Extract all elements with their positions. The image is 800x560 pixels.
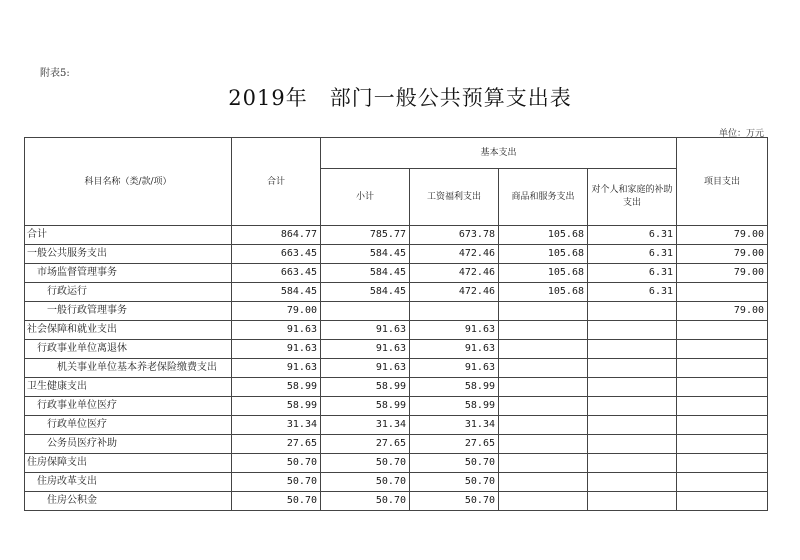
cell-subtotal: 31.34: [321, 416, 410, 435]
cell-goods: [499, 359, 588, 378]
cell-subsidy: [588, 378, 677, 397]
cell-wages: 91.63: [410, 359, 499, 378]
cell-wages: 50.70: [410, 492, 499, 511]
row-subject-name: 机关事业单位基本养老保险缴费支出: [25, 359, 232, 378]
cell-subtotal: 91.63: [321, 321, 410, 340]
cell-project: 79.00: [677, 264, 768, 283]
table-row: [25, 435, 768, 454]
cell-wages: 472.46: [410, 245, 499, 264]
row-subject-name: 住房保障支出: [25, 454, 232, 473]
cell-goods: [499, 302, 588, 321]
cell-subsidy: [588, 416, 677, 435]
table-row: [25, 416, 768, 435]
cell-subsidy: [588, 473, 677, 492]
row-subject-name: 住房改革支出: [25, 473, 232, 492]
cell-wages: 50.70: [410, 473, 499, 492]
header-goods: 商品和服务支出: [499, 169, 588, 226]
cell-subsidy: [588, 492, 677, 511]
cell-goods: [499, 473, 588, 492]
table-row: [25, 359, 768, 378]
table-row: [25, 340, 768, 359]
cell-subtotal: 27.65: [321, 435, 410, 454]
cell-subsidy: [588, 359, 677, 378]
header-total: 合计: [232, 138, 321, 226]
row-subject-name: 一般公共服务支出: [25, 245, 232, 264]
cell-subsidy: [588, 321, 677, 340]
row-subject-name: 社会保障和就业支出: [25, 321, 232, 340]
cell-subsidy: 6.31: [588, 245, 677, 264]
cell-subtotal: 50.70: [321, 492, 410, 511]
cell-subsidy: [588, 340, 677, 359]
cell-wages: 472.46: [410, 283, 499, 302]
header-subtotal: 小计: [321, 169, 410, 226]
table-row: [25, 378, 768, 397]
cell-goods: 105.68: [499, 283, 588, 302]
cell-subtotal: 58.99: [321, 378, 410, 397]
cell-total: 663.45: [232, 245, 321, 264]
cell-goods: [499, 397, 588, 416]
cell-subsidy: 6.31: [588, 264, 677, 283]
cell-subtotal: 584.45: [321, 264, 410, 283]
row-subject-name: 行政事业单位医疗: [25, 397, 232, 416]
cell-subtotal: 584.45: [321, 245, 410, 264]
header-subject: 科目名称（类/款/项）: [25, 138, 232, 226]
table-row: [25, 397, 768, 416]
cell-goods: [499, 378, 588, 397]
cell-goods: 105.68: [499, 245, 588, 264]
title-main: 部门一般公共预算支出表: [329, 86, 572, 110]
title-year: 2019年: [228, 86, 308, 110]
cell-wages: 31.34: [410, 416, 499, 435]
cell-wages: 27.65: [410, 435, 499, 454]
cell-total: 50.70: [232, 454, 321, 473]
cell-wages: 58.99: [410, 378, 499, 397]
cell-project: 79.00: [677, 245, 768, 264]
header-row-1: [25, 138, 768, 169]
cell-project: [677, 283, 768, 302]
cell-wages: 673.78: [410, 226, 499, 245]
table-row: [25, 454, 768, 473]
row-subject-name: 卫生健康支出: [25, 378, 232, 397]
row-subject-name: 公务员医疗补助: [25, 435, 232, 454]
cell-wages: 50.70: [410, 454, 499, 473]
cell-project: [677, 321, 768, 340]
cell-project: [677, 492, 768, 511]
row-subject-name: 住房公积金: [25, 492, 232, 511]
table-row: [25, 226, 768, 245]
cell-project: [677, 454, 768, 473]
cell-wages: 91.63: [410, 321, 499, 340]
row-subject-name: 行政事业单位离退休: [25, 340, 232, 359]
cell-subtotal: 50.70: [321, 454, 410, 473]
row-subject-name: 合计: [25, 226, 232, 245]
cell-total: 91.63: [232, 359, 321, 378]
row-subject-name: 行政单位医疗: [25, 416, 232, 435]
cell-goods: [499, 435, 588, 454]
cell-subsidy: [588, 397, 677, 416]
cell-subtotal: 785.77: [321, 226, 410, 245]
cell-subtotal: 58.99: [321, 397, 410, 416]
cell-total: 864.77: [232, 226, 321, 245]
attachment-label: 附表5:: [40, 68, 70, 79]
row-subject-name: 行政运行: [25, 283, 232, 302]
cell-goods: [499, 492, 588, 511]
unit-label: 单位：万元: [718, 129, 764, 139]
cell-goods: 105.68: [499, 264, 588, 283]
cell-total: 27.65: [232, 435, 321, 454]
cell-goods: [499, 340, 588, 359]
header-subsidy: 对个人和家庭的补助支出: [588, 169, 677, 226]
cell-wages: 58.99: [410, 397, 499, 416]
cell-project: [677, 416, 768, 435]
cell-subtotal: 584.45: [321, 283, 410, 302]
cell-total: 91.63: [232, 340, 321, 359]
cell-subsidy: 6.31: [588, 283, 677, 302]
cell-total: 58.99: [232, 397, 321, 416]
cell-project: [677, 473, 768, 492]
table-row: [25, 245, 768, 264]
cell-project: 79.00: [677, 302, 768, 321]
cell-total: 79.00: [232, 302, 321, 321]
page-title: [0, 82, 800, 112]
cell-project: [677, 378, 768, 397]
cell-subsidy: 6.31: [588, 226, 677, 245]
cell-wages: 472.46: [410, 264, 499, 283]
row-subject-name: 一般行政管理事务: [25, 302, 232, 321]
table-row: [25, 321, 768, 340]
cell-goods: 105.68: [499, 226, 588, 245]
cell-subtotal: 50.70: [321, 473, 410, 492]
table-row: [25, 492, 768, 511]
cell-wages: 91.63: [410, 340, 499, 359]
cell-subtotal: 91.63: [321, 359, 410, 378]
table-header: [25, 138, 768, 226]
cell-project: 79.00: [677, 226, 768, 245]
cell-total: 31.34: [232, 416, 321, 435]
cell-project: [677, 340, 768, 359]
cell-subtotal: [321, 302, 410, 321]
cell-subsidy: [588, 454, 677, 473]
cell-total: 584.45: [232, 283, 321, 302]
cell-project: [677, 397, 768, 416]
cell-project: [677, 359, 768, 378]
cell-total: 58.99: [232, 378, 321, 397]
table-row: [25, 302, 768, 321]
header-wages: 工资福利支出: [410, 169, 499, 226]
cell-subtotal: 91.63: [321, 340, 410, 359]
cell-total: 50.70: [232, 473, 321, 492]
cell-subsidy: [588, 435, 677, 454]
cell-total: 50.70: [232, 492, 321, 511]
cell-subsidy: [588, 302, 677, 321]
table-row: [25, 264, 768, 283]
cell-total: 91.63: [232, 321, 321, 340]
table-row: [25, 283, 768, 302]
cell-total: 663.45: [232, 264, 321, 283]
header-basic-group: 基本支出: [321, 138, 677, 169]
table-body: [25, 226, 768, 511]
cell-goods: [499, 454, 588, 473]
cell-project: [677, 435, 768, 454]
cell-goods: [499, 321, 588, 340]
table-row: [25, 473, 768, 492]
header-project: 项目支出: [677, 138, 768, 226]
cell-goods: [499, 416, 588, 435]
cell-wages: [410, 302, 499, 321]
budget-table: [24, 137, 768, 511]
row-subject-name: 市场监督管理事务: [25, 264, 232, 283]
